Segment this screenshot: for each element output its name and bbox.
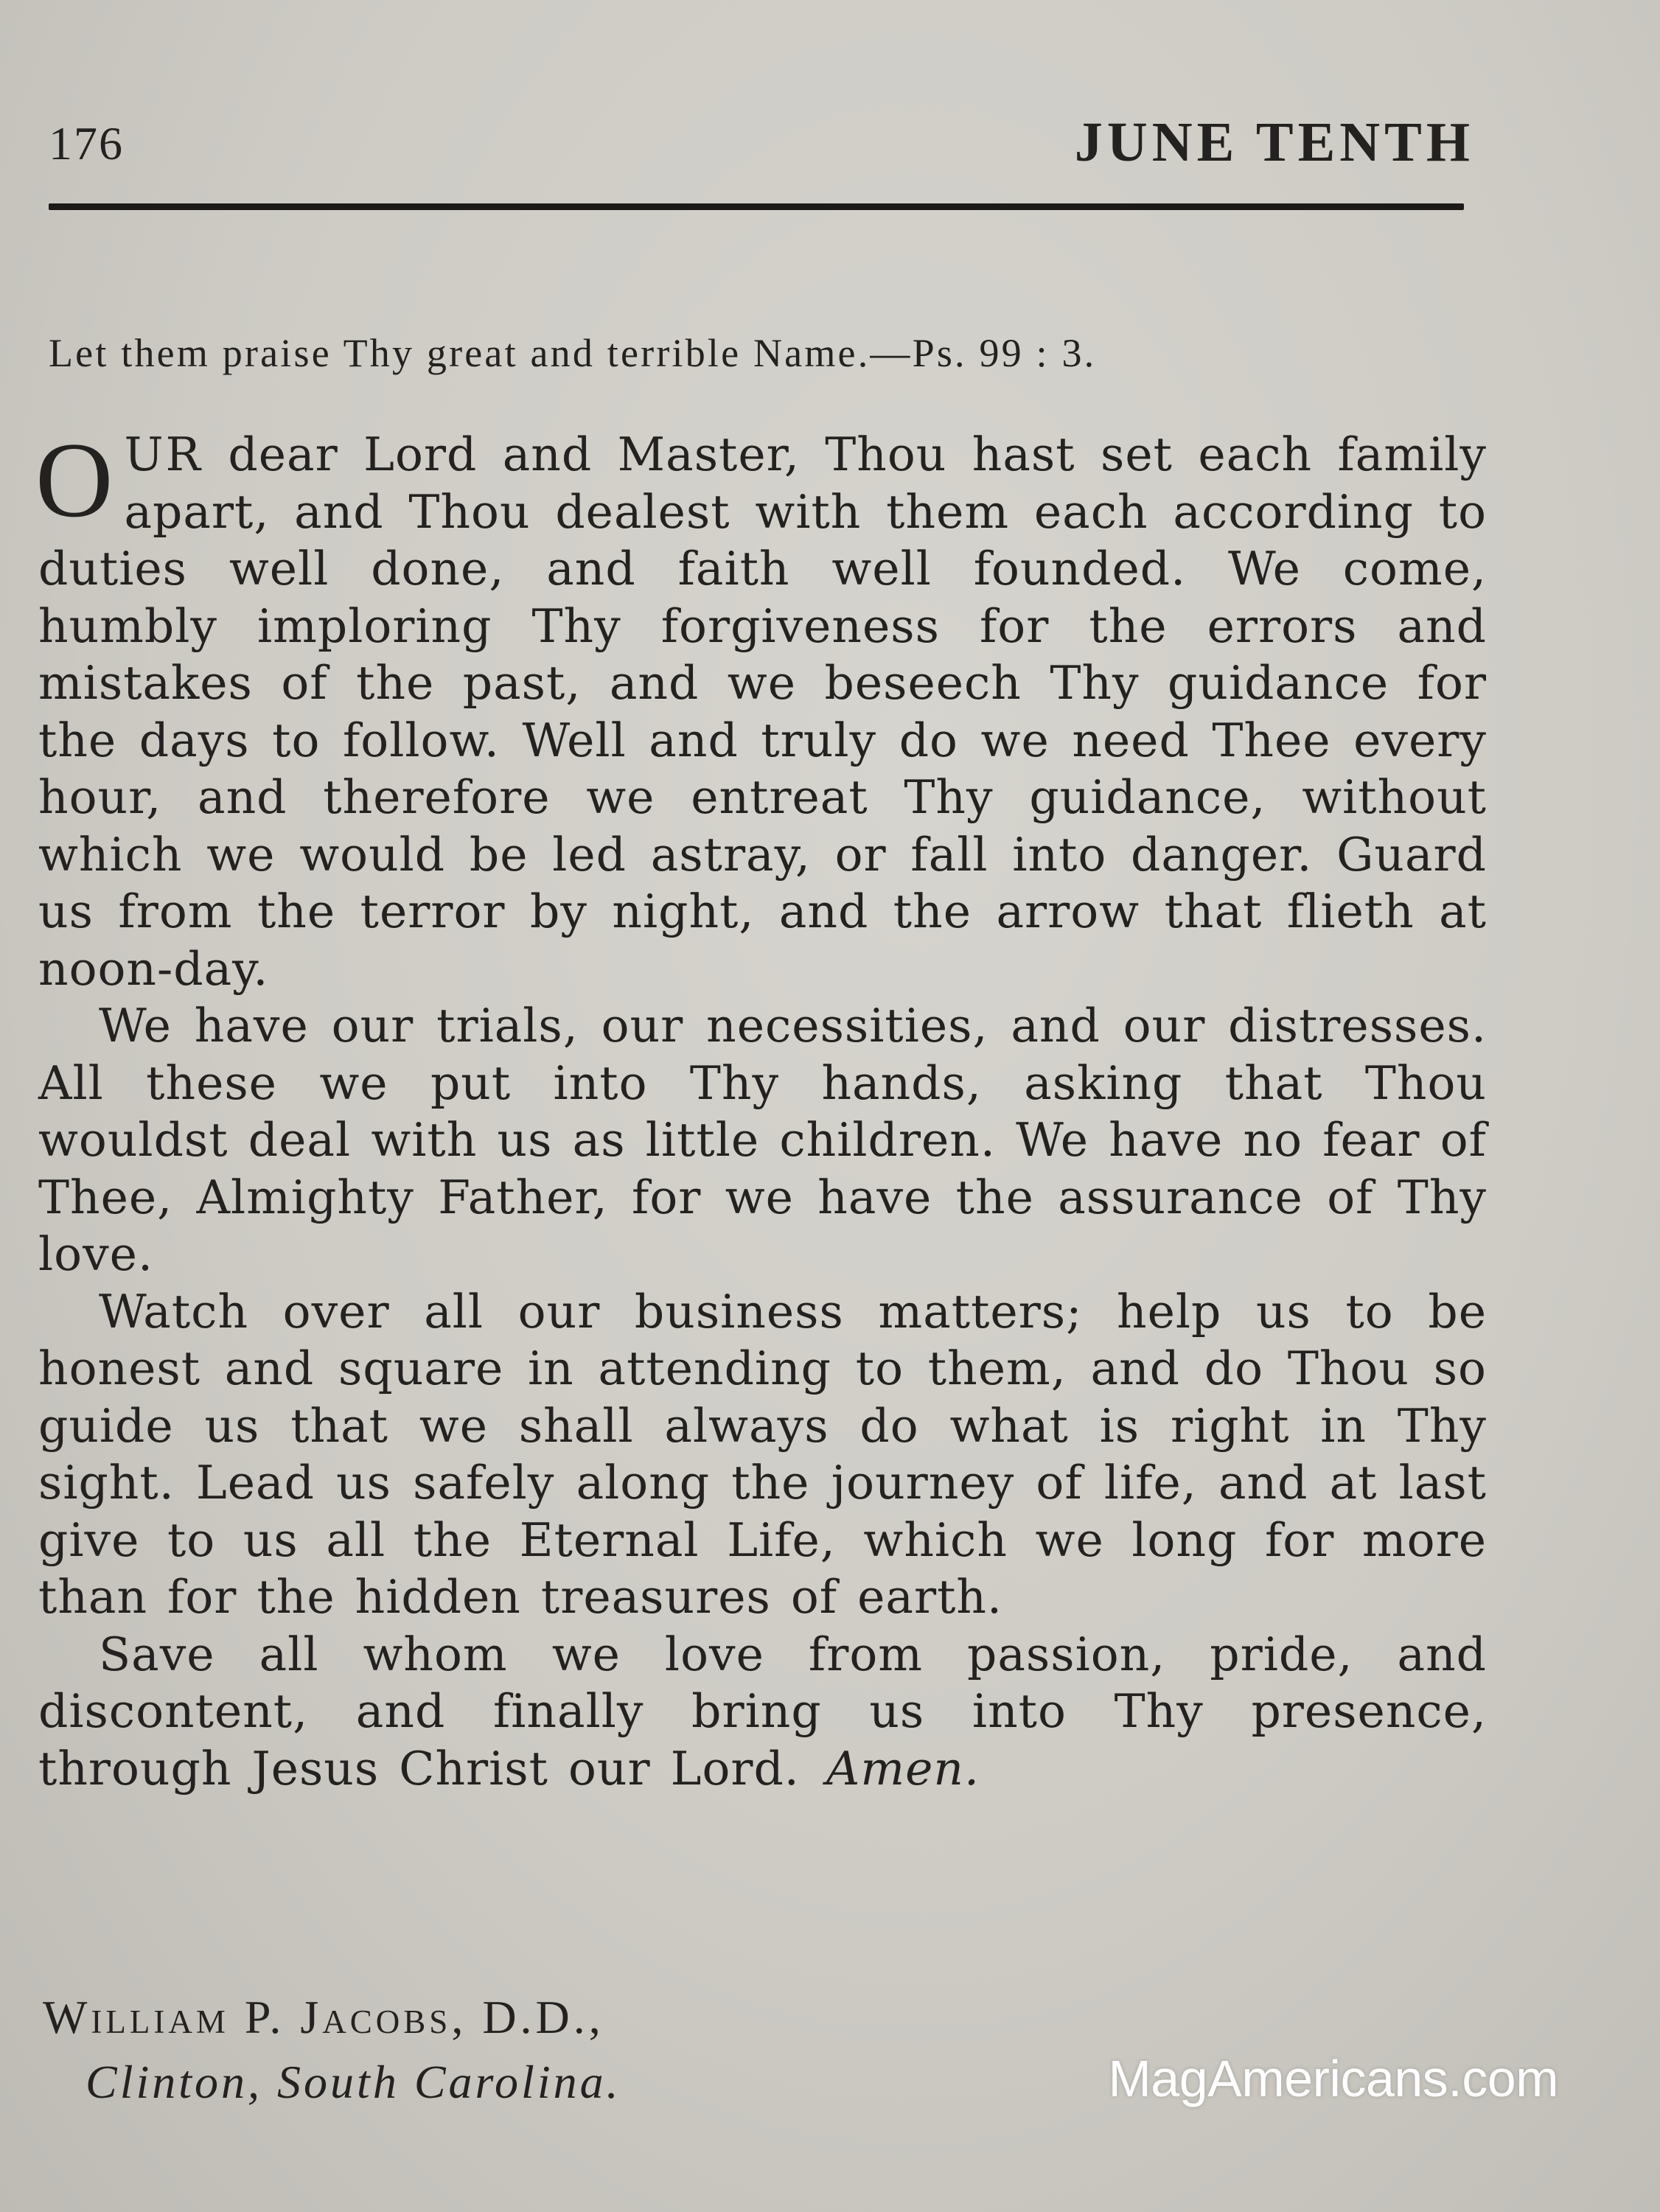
running-head: JUNE TENTH bbox=[1074, 111, 1474, 173]
paragraph-1-text: dear Lord and Master, Thou hast set each family apart, and Thou dealest with them each according to duties well done, and faith well founded. We come, humbly imploring Thy forgiveness for the errors and mistakes of the past, and we beseech Thy guidance for the days to follow. Well and truly do we need Thee every hour, and therefore we entreat Thy guidance, without which we would be led astray, or fall into danger. Guard us from the terror by night, and the arrow that flieth at noon-day. bbox=[38, 428, 1487, 996]
first-word-caps: UR bbox=[124, 428, 203, 481]
prayer-paragraph-4 bbox=[38, 1626, 1487, 1798]
scripture-epigraph: Let them praise Thy great and terrible Name.—Ps. 99 : 3. bbox=[49, 331, 1097, 375]
prayer-paragraph-3: Watch over all our business matters; help us to be honest and square in attending to them, and do Thou so guide us that we shall always do what is right in Thy sight. Lead us safely along the journey of life, and at last give to us all the Eternal Life, which we long for more than for the hidden treasures of earth. bbox=[38, 1284, 1487, 1624]
header-rule bbox=[49, 203, 1464, 210]
paragraph-4-text: Save all whom we love from passion, pride, and discontent, and finally bring us into Thy presence, through Jesus Christ our Lord. bbox=[38, 1627, 1487, 1796]
author-location: Clinton, South Carolina. bbox=[86, 2056, 621, 2108]
attribution bbox=[43, 1990, 621, 2110]
prayer-paragraph-2: We have our trials, our necessities, and our distresses. All these we put into Thy hands, asking that Thou wouldst deal with us as little children. We have no fear of Thee, Almighty Father, for we have the assurance of Thy love. bbox=[38, 999, 1487, 1281]
site-watermark: MagAmericans.com bbox=[1108, 2050, 1558, 2107]
page-header bbox=[49, 111, 1474, 177]
closing-amen: Amen. bbox=[826, 1741, 980, 1796]
page-number: 176 bbox=[49, 117, 124, 170]
drop-cap: O bbox=[35, 420, 114, 540]
author-name: William P. Jacobs, D.D., bbox=[43, 1991, 604, 2043]
prayer-paragraph-1 bbox=[35, 420, 1487, 997]
prayer-text bbox=[35, 420, 1487, 1797]
